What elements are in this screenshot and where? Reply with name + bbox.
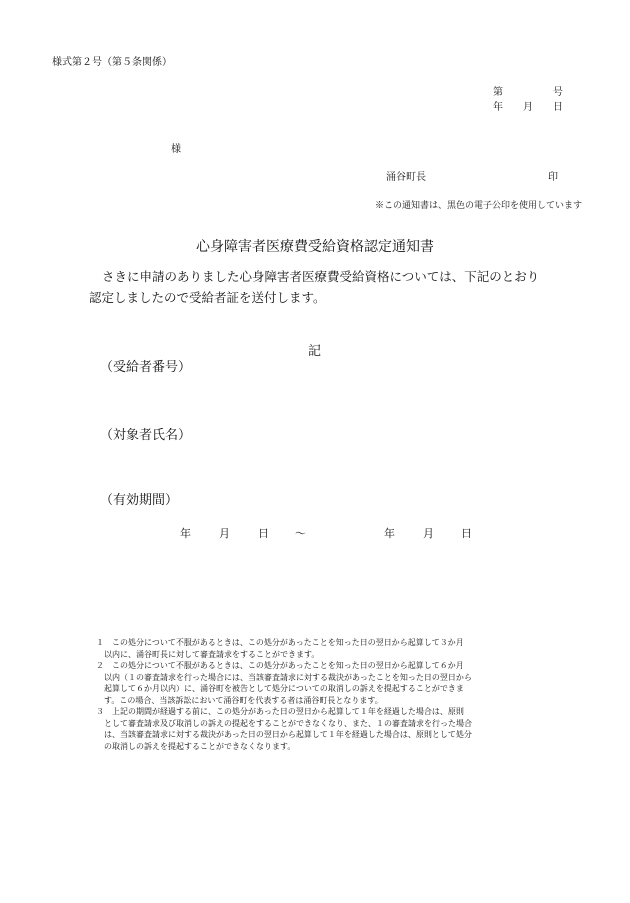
document-title: 心身障害者医療費受給資格認定通知書 [196,239,434,255]
body-line: 認定しましたので受給者証を送付します。 [89,290,326,305]
subject-name-label: （対象者氏名） [100,428,192,443]
note-line: 起算して６か月以内）に、涌谷町を被告として処分についての取消しの訴えを提起することができま [104,684,464,693]
seal-mark: 印 [548,172,558,183]
document-number-line: 第 号 [493,87,563,98]
period-end-year: 年 [384,527,395,540]
notes-section [96,637,546,752]
body-paragraph [89,266,539,308]
document-date-line: 年 月 日 [493,102,563,113]
addressee-suffix: 様 [171,144,181,155]
note-line: の取消しの訴えを提起することができなくなります。 [104,741,296,751]
period-start-year: 年 [180,527,191,540]
period-start-month: 月 [219,527,230,540]
form-number: 様式第２号（第５条関係） [52,57,172,68]
note-line: １ この処分について不服があるときは、この処分があったことを知った日の翌日から起算して３か月 [96,638,464,647]
period-start-day: 日 [258,527,269,540]
issuer-name: 涌谷町長 [386,172,426,183]
note-item [96,706,546,752]
note-line: は、当該審査請求に対する裁決があった日の翌日から起算して１年を経過した場合は、原則として処分 [104,730,472,739]
period-tilde: ～ [295,527,306,540]
body-line: さきに申請のありました心身障害者医療費受給資格については、下記のとおり [102,269,540,284]
note-line: 以内に、涌谷町長に対して審査請求をすることができます。 [104,649,320,659]
validity-period-label: （有効期間） [100,493,179,508]
note-line: 以内（１の審査請求を行った場合には、当該審査請求に対する裁決があったことを知った日の翌日から [104,672,472,682]
note-line: す。この場合、当該訴訟において涌谷町を代表する者は涌谷町長となります。 [104,695,383,705]
note-item [96,637,546,660]
seal-note: ※この通知書は、黒色の電子公印を使用しています [375,201,583,211]
ki-marker: 記 [308,344,322,359]
period-end-month: 月 [423,527,434,540]
note-item [96,660,546,706]
note-line: ２ この処分について不服があるときは、この処分があったことを知った日の翌日から起算して６か月 [96,661,464,670]
period-end-day: 日 [461,527,472,540]
recipient-number-label: （受給者番号） [100,360,192,375]
note-line: として審査請求及び取消しの訴えの提起をすることができなくなり、また、１の審査請求を行った場合 [104,718,472,728]
note-line: ３ 上記の期間が経過する前に、この処分があった日の翌日から起算して１年を経過した場合は、原則 [96,707,464,716]
